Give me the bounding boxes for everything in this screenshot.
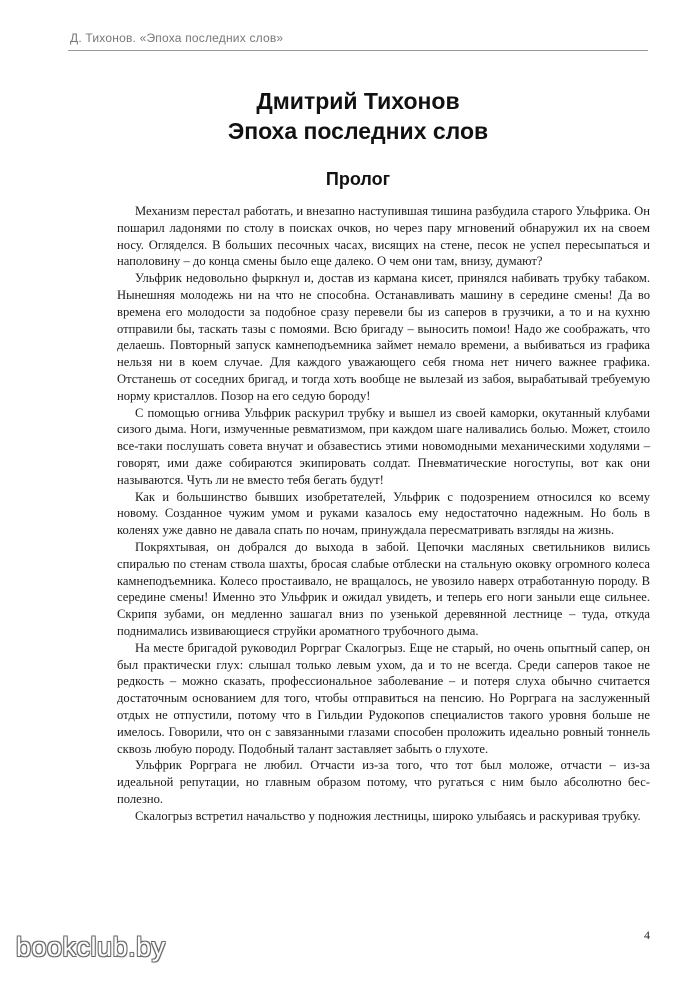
author-name: Дмитрий Тихонов: [256, 88, 460, 114]
paragraph: Ульфрик недовольно фыркнул и, достав из кармана кисет, принялся набивать трубку табаком. Нынешняя молодежь ни на что не способна. Останавливать машину в середине смены! Да во времена его молодости за подобное сразу перевели бы из саперов в грузчики, а то и на кухню отправили бы, таскать тазы с помоями. Всю бригаду – выносить помои! Надо же соображать, что делаешь. Повторный запуск камнеподъемника займет немало времени, а выбиваться из графика нельзя ни в коем случае. Для каждого уважающего себя гнома нет ничего важнее графика. Отстанешь от соседних бригад, и тогда хоть вообще не вылезай из забоя, вырабатывай требуемую норму кристаллов. Позор на его седую бороду!: [117, 271, 650, 403]
paragraph: Как и большинство бывших изобретателей, Ульфрик с подозрением относился ко всему новому. Созданное чужим умом и руками казалось ему недостаточно надежным. Но боль в коленях уже давно не давала спать по ночам, принуждала пересматривать взгляды на жизнь.: [117, 489, 650, 538]
paragraph: Ульфрик Рорграга не любил. Отчасти из-за того, что тот был моложе, отчасти – из-за идеальной репутации, но главным образом потому, что ругаться с ним было абсолютно бесполезно.: [117, 758, 650, 806]
body-text: [117, 203, 650, 824]
book-title: [68, 86, 648, 146]
paragraph: Покряхтывая, он добрался до выхода в забой. Цепочки масляных светильников вились спиралью по стенам ствола шахты, бросая слабые отблески на стальную оковку огромного колеса камнеподъемника. Колесо простаивало, не вращалось, не увозило наверх отработанную породу. В середине смены! Именно это Ульфрик и ожидал увидеть, и теперь его ноги заныли еще сильнее. Скрипя зубами, он медленно зашагал вниз по узенькой деревянной лестнице – туда, откуда поднимались извивающиеся струйки ароматного трубочного дыма.: [117, 539, 650, 638]
chapter-title: Пролог: [325, 169, 391, 189]
watermark-logo: bookclub.by: [16, 932, 166, 962]
paragraph: С помощью огнива Ульфрик раскурил трубку и вышел из своей каморки, окутанный клубами сизого дыма. Ноги, измученные ревматизмом, при каждом шаге наливались болью. Может, стоило все-таки послушать совета внучат и обзавестись этими новомодными механическими ходулями – говорят, ими даже собираются экипировать солдат. Пневматические ногоступы, вот как они называются. Чуть ли не вместо тебя бегать будут!: [117, 405, 650, 487]
paragraph: На месте бригадой руководил Рорграг Скалогрыз. Еще не старый, но очень опытный сапер, он был практически глух: слышал только левым ухом, да и то не всегда. Среди саперов такое не редкость – можно сказать, профессиональное заболевание – и потеря слуха обычно считается достаточным основанием для того, чтобы отправиться на пенсию. Но Рорграга на заслуженный отдых не отпустили, потому что в Гильдии Рудокопов специалистов такого уровня больше не имелось. Говорили, что он с завязанными глазами способен проложить идеально ровный тоннель сквозь любую породу. Подобный талант заставляет забыть о глухоте.: [117, 640, 650, 756]
page-number: 4: [644, 928, 650, 942]
running-header: Д. Тихонов. «Эпоха последних слов»: [70, 31, 284, 45]
book-name: Эпоха последних слов: [227, 118, 489, 144]
paragraph: Механизм перестал работать, и внезапно наступившая тишина разбудила старого Ульфрика. Он пошарил ладонями по столу в поисках очков, но через пару мгновений обнаружил их на своем носу. Огляделся. В больших песочных часах, висящих на стене, песок не успел пересыпаться и наполовину – до конца смены было еще далеко. О чем они там, внизу, думают?: [117, 204, 650, 269]
paragraph: Скалогрыз встретил начальство у подножия лестницы, широко улыбаясь и раскуривая трубку.: [135, 808, 641, 823]
header-divider: [68, 50, 648, 51]
